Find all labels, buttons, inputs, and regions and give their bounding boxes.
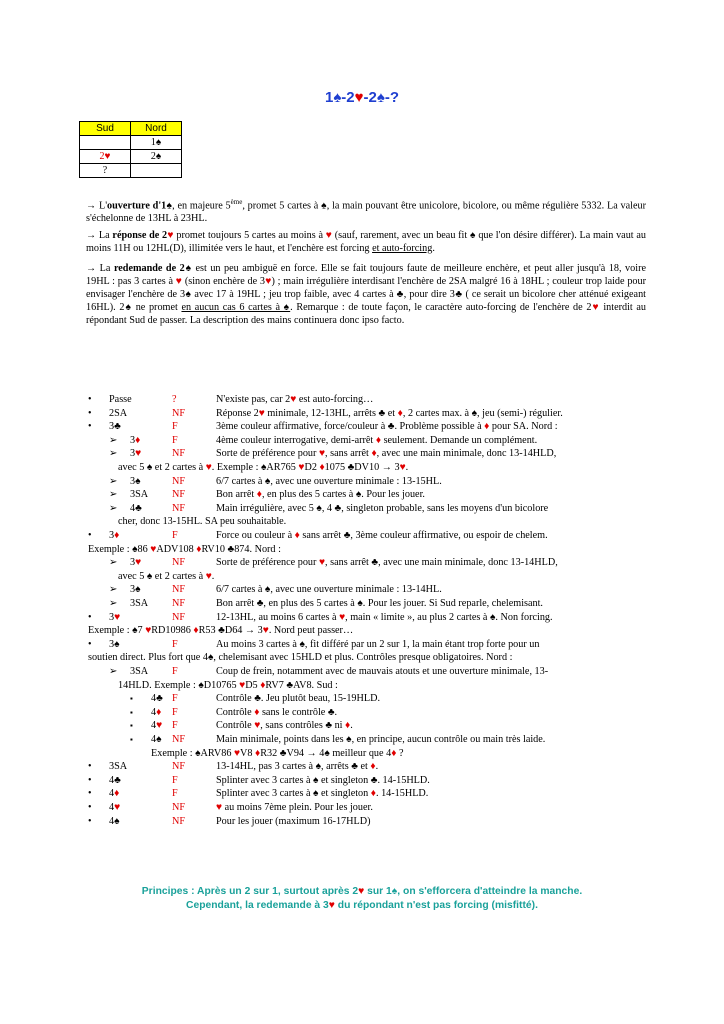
title-part: -2♠-?: [363, 89, 400, 106]
bullet-icon: ➢: [109, 557, 118, 569]
bid-description: 3ème couleur affirmative, force/couleur à ♣. Problème possible à ♦ pour SA. Nord :: [216, 421, 558, 433]
heart-symbol: ♥: [167, 230, 174, 241]
bullet-icon: •: [88, 407, 92, 419]
heart-symbol: ♥: [325, 230, 332, 241]
bid-label: 4♦: [151, 706, 162, 718]
bullet-icon: •: [88, 815, 92, 827]
bid-label: 3♠: [109, 638, 120, 650]
bid-label: Passe: [109, 394, 132, 405]
principles-line-1: Principes : Après un 2 sur 1, surtout après 2♥ sur 1♠, on s'efforcera d'atteindre la manche.: [141, 886, 583, 897]
bullet-icon: •: [88, 394, 92, 405]
forcing-tag: F: [172, 720, 178, 732]
forcing-tag: NF: [172, 598, 186, 609]
text: , en majeure 5: [172, 200, 231, 212]
arrow: →: [86, 230, 97, 241]
bid-description: 6/7 cartes à ♠, avec une ouverture minimale : 13-14HL.: [216, 584, 442, 596]
header-nord: Nord: [131, 122, 182, 136]
bid-description: Pour les jouer (maximum 16-17HLD): [216, 815, 371, 827]
heart-symbol: ♥: [175, 276, 183, 287]
forcing-tag: F: [172, 421, 178, 433]
bold-text: ouverture d'1♠: [107, 200, 173, 212]
bullet-icon: ▪: [130, 735, 133, 744]
bid-description: Contrôle ♣. Jeu plutôt beau, 15-19HLD.: [216, 693, 380, 705]
forcing-tag: F: [172, 706, 178, 718]
bid-label: 4♠: [151, 734, 162, 745]
forcing-tag: F: [172, 666, 178, 677]
bid-label: 4♣: [130, 502, 142, 514]
bullet-icon: ➢: [109, 598, 118, 609]
bid-description: Réponse 2♥ minimale, 12-13HL, arrêts ♣ et ♦, 2 cartes max. à ♠, jeu (semi-) régulier.: [216, 407, 563, 419]
cell: 2♥: [80, 150, 131, 164]
bid-label: 3SA: [109, 761, 128, 773]
text: (sinon enchère de 3: [182, 276, 266, 287]
bid-description: Splinter avec 3 cartes à ♠ et singleton ♣. 14-15HLD.: [216, 774, 430, 786]
cell: [131, 164, 182, 178]
title-heart: ♥: [354, 89, 364, 106]
bid-description: Coup de frein, notamment avec de mauvais atouts et une ouverture minimale, 13-: [216, 666, 549, 677]
bid-description: Contrôle ♥, sans contrôles ♣ ni ♦.: [216, 720, 353, 732]
forcing-tag: NF: [172, 557, 186, 569]
bullet-icon: ➢: [109, 584, 118, 596]
forcing-tag: F: [172, 693, 178, 705]
text: La: [96, 263, 114, 274]
bid-label: 3SA: [130, 598, 149, 609]
bid-label: 3♥: [109, 611, 121, 623]
heart-symbol: ♥: [591, 302, 600, 313]
bullet-icon: ▪: [130, 707, 133, 717]
bid-description: Splinter avec 3 cartes à ♠ et singleton ♦. 14-15HLD.: [216, 788, 429, 800]
bullet-icon: •: [88, 802, 92, 813]
bid-label: 3♥: [130, 448, 142, 460]
forcing-tag: F: [172, 530, 178, 541]
forcing-tag: NF: [172, 611, 186, 623]
bid-label: 3♠: [130, 584, 141, 596]
bid-description: Bon arrêt ♣, en plus des 5 cartes à ♠. Pour les jouer. Si Sud reparle, chelemisant.: [216, 598, 543, 609]
bullet-icon: •: [88, 788, 92, 800]
paragraph-response: [86, 229, 646, 255]
bullet-icon: ➢: [109, 475, 118, 487]
forcing-tag: ?: [172, 394, 177, 405]
text: est un peu ambiguë en force. Elle se fait toujours faute de meilleure enchère, et peut aller jusqu'à 18, voire 19HL : pas 3 cartes à: [86, 263, 646, 287]
bid-label: 3♣: [109, 421, 121, 433]
principles-footer: [0, 885, 724, 913]
bullet-icon: •: [88, 761, 92, 773]
bid-description: 6/7 cartes à ♠, avec une ouverture minimale : 13-15HL.: [216, 475, 442, 487]
bid-description: N'existe pas, car 2♥ est auto-forcing…: [216, 394, 374, 405]
bid-description: Au moins 3 cartes à ♠, fit différé par un 2 sur 1, la main étant trop forte pour un: [216, 638, 540, 650]
cell: ?: [80, 164, 131, 178]
underlined-text: et auto-forcing: [372, 243, 433, 254]
bullet-icon: •: [88, 421, 92, 433]
arrow: →: [86, 263, 97, 274]
bid-description: Contrôle ♦ sans le contrôle ♣.: [216, 706, 338, 718]
bid-description: Sorte de préférence pour ♥, sans arrêt ♣, avec une main minimale, donc 13-14HLD,: [216, 557, 558, 569]
bold-text: réponse de 2: [112, 230, 168, 241]
bid-label: 4♠: [109, 815, 120, 827]
bullet-icon: ▪: [130, 721, 133, 731]
bullet-icon: •: [88, 611, 92, 623]
bid-label: 3♦: [130, 434, 141, 446]
cell: 2♠: [131, 150, 182, 164]
forcing-tag: NF: [172, 475, 186, 487]
text: promet toujours 5 cartes au moins à: [173, 230, 326, 241]
forcing-tag: NF: [172, 489, 186, 501]
header-sud: Sud: [80, 122, 131, 136]
bid-label: 4♣: [109, 774, 121, 786]
bidding-table: [79, 121, 182, 178]
heart-symbol: ♥: [265, 276, 272, 287]
bid-description: 4ème couleur interrogative, demi-arrêt ♦ seulement. Demande un complément.: [216, 434, 538, 446]
forcing-tag: NF: [172, 407, 186, 419]
forcing-tag: F: [172, 638, 178, 650]
bid-label: 3SA: [130, 666, 149, 677]
forcing-tag: NF: [172, 815, 186, 827]
bid-description: Exemple : ♠ARV86 ♥V8 ♦R32 ♣V94 → 4♠ meilleur que 4♦ ?: [151, 747, 404, 759]
bid-label: 4♦: [109, 788, 120, 800]
bid-label: 3♦: [109, 530, 120, 541]
bullet-icon: ➢: [109, 502, 118, 514]
bullet-icon: ➢: [109, 666, 118, 677]
forcing-tag: NF: [172, 502, 186, 514]
forcing-tag: NF: [172, 761, 186, 773]
bid-description: Sorte de préférence pour ♥, sans arrêt ♦, avec une main minimale, donc 13-14HLD,: [216, 448, 557, 460]
bid-description: Bon arrêt ♦, en plus des 5 cartes à ♠. Pour les jouer.: [216, 489, 425, 501]
forcing-tag: F: [172, 434, 178, 446]
underlined-text: en aucun cas 6 cartes à ♠: [181, 302, 291, 313]
forcing-tag: NF: [172, 734, 186, 745]
cell: 1♠: [131, 136, 182, 150]
paragraph-rebid: [86, 262, 646, 327]
bid-description: 13-14HL, pas 3 cartes à ♠, arrêts ♣ et ♦.: [216, 761, 379, 773]
bullet-icon: ➢: [109, 434, 118, 446]
bid-description: Exemple : ♠86 ♥ADV108 ♦RV10 ♣874. Nord :: [88, 543, 281, 555]
bid-description: Main minimale, points dans les ♠, en principe, aucun contrôle ou main très laide.: [216, 734, 546, 745]
title-part: 1♠-2: [324, 89, 355, 106]
bullet-icon: •: [88, 530, 92, 541]
forcing-tag: F: [172, 788, 178, 800]
paragraph-opening: [86, 196, 646, 225]
bullet-icon: ➢: [109, 489, 118, 501]
text: .: [432, 243, 435, 254]
bid-description: Force ou couleur à ♦ sans arrêt ♣, 3ème couleur affirmative, ou espoir de chelem.: [216, 530, 548, 541]
bid-label: 4♣: [151, 693, 163, 705]
text: , promet 5 cartes à ♠, la main pouvant être unicolore, bicolore, ou même régulière 5332. La valeur s'échelonne de 13HL à 23HL.: [86, 200, 647, 225]
forcing-tag: NF: [172, 584, 186, 596]
page-title: [0, 89, 724, 106]
bullet-icon: •: [88, 638, 92, 650]
text: interdit au répondant Sud de passer. La description des mains continuera donc ipso facto.: [86, 302, 646, 326]
bid-label: 4♥: [151, 720, 163, 732]
bullet-icon: •: [88, 774, 92, 786]
forcing-tag: NF: [172, 802, 186, 813]
bid-description: 14HLD. Exemple : ♠D10765 ♥D5 ♦RV7 ♣AV8. Sud :: [118, 679, 338, 691]
bold-text: redemande de 2♠: [113, 263, 193, 274]
forcing-tag: F: [172, 774, 178, 786]
bid-label: 2SA: [109, 407, 128, 419]
bid-description: ♥ au moins 7ème plein. Pour les jouer.: [216, 802, 373, 813]
bid-description: Main irrégulière, avec 5 ♠, 4 ♣, singleton probable, sans les moyens d'un bicolore: [216, 502, 549, 514]
bid-description: avec 5 ♠ et 2 cartes à ♥. Exemple : ♠AR765 ♥D2 ♦1075 ♣DV10 → 3♥.: [118, 462, 409, 473]
bid-description: avec 5 ♠ et 2 cartes à ♥.: [118, 570, 215, 582]
text: . Remarque : de toute façon, le caractère auto-forcing de l'enchère de 2: [290, 302, 592, 313]
forcing-tag: NF: [172, 448, 186, 460]
bullet-icon: ➢: [109, 448, 118, 460]
text: (sauf, rarement, avec un beau fit ♠ que l'on désire différer). La main vaut au moins 11H ou 12HL(D), illimitée vers le haut, et l'enchère est forcing: [86, 230, 646, 254]
bid-description: soutien direct. Plus fort que 4♠, chelemisant avec 15HLD et plus. Contrôles presque obligatoires. Nord :: [88, 652, 513, 664]
bid-description: 12-13HL, au moins 6 cartes à ♥, main « limite », au plus 2 cartes à ♠. Non forcing.: [216, 611, 553, 623]
cell: [80, 136, 131, 150]
text: L': [96, 200, 108, 212]
bid-label: 4♥: [109, 802, 121, 813]
superscript: ème: [230, 198, 243, 206]
bullet-icon: ▪: [130, 694, 133, 704]
text: ) ; main irrégulière interdisant l'enchère de 2SA malgré 16 à 18HL ; couleur trop laide pour envisager l'enchère de 3♠ avec 17 à 19HL ; jeu trop faible, avec 4 cartes à ♣, pour dire 3♣ ( ce serait un bicolore cher atténué exigeant 16HL). 2♠ ne promet: [86, 276, 646, 313]
bid-description: Exemple : ♠7 ♥RD10986 ♦R53 ♣D64 → 3♥. Nord peut passer…: [88, 625, 354, 637]
bid-label: 3SA: [130, 489, 149, 501]
bid-label: 3♠: [130, 475, 141, 487]
bid-description: cher, donc 13-15HL. SA peu souhaitable.: [118, 516, 287, 528]
bid-label: 3♥: [130, 557, 142, 569]
arrow: →: [86, 200, 97, 212]
text: La: [96, 230, 113, 241]
principles-line-2: Cependant, la redemande à 3♥ du répondant n'est pas forcing (misfitté).: [186, 900, 538, 911]
